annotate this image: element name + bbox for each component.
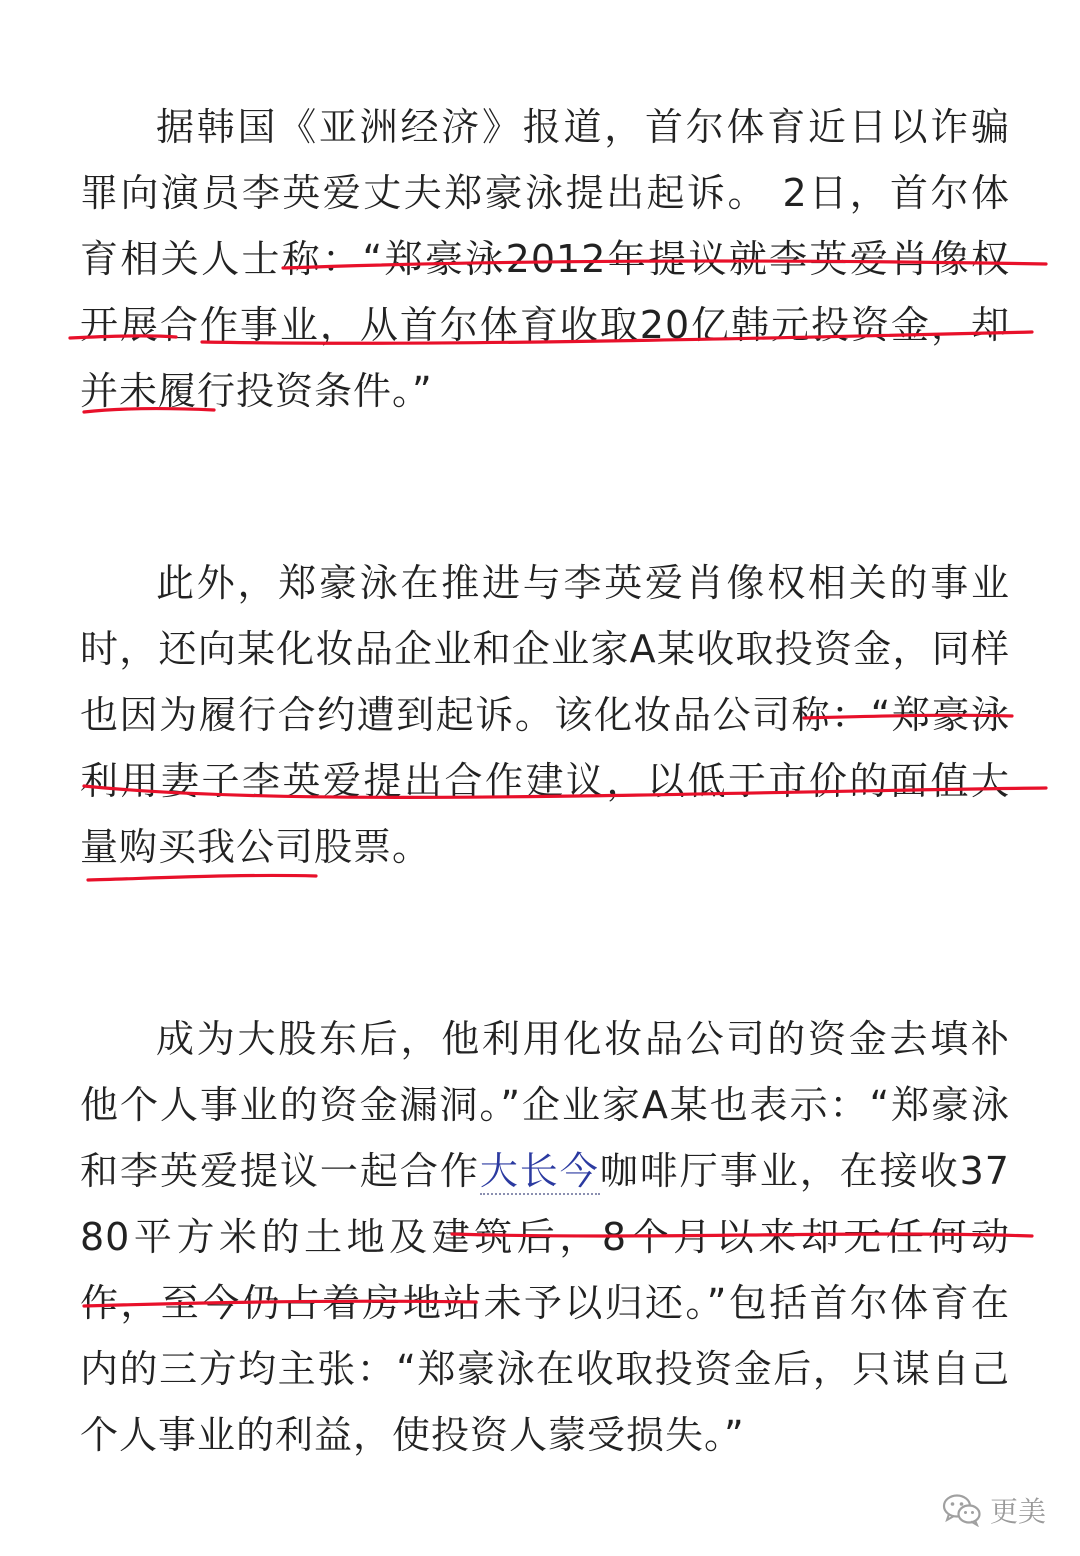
p1-closing-quote: ” xyxy=(412,369,433,413)
p2-highlight: 郑豪泳利用妻子李英爱提出合作建议，以低于市价的面值大量购买我公司股票。 xyxy=(80,693,1010,869)
p2-text: 此外，郑豪泳在推进与李英爱肖像权相关的事业时，还向某化妆品企业和企业家A某收取投资金，同样也因为履行合约遭到起诉。该化妆品公司称：“ xyxy=(80,561,1010,737)
paragraph-1 xyxy=(80,94,1010,424)
paragraph-2 xyxy=(80,550,1010,880)
paragraph-3 xyxy=(80,1006,1010,1468)
p3-text: 成为大股东后，他利用化妆品公司的资金去填补他个人事业的资金漏洞。”企业家A某也表示：“郑豪泳和李英爱提议一起合作 xyxy=(80,1017,1010,1193)
p1-text: 据韩国《亚洲经济》报道，首尔体育近日以诈骗罪向演员李英爱丈夫郑豪泳提出起诉。 2日，首尔体育相关人士称：“ xyxy=(80,105,1010,281)
wechat-icon xyxy=(942,1493,982,1527)
dachangjin-link[interactable]: 大长今 xyxy=(479,1149,600,1193)
p3-highlight: 8个月以来却无任何动作，至今仍占着房地站未予以归还。 xyxy=(80,1215,1010,1325)
p1-highlight: 郑豪泳2012年提议就李英爱肖像权开展合作事业，从首尔体育收取20亿韩元投资金，却并未履行投资条件。 xyxy=(80,237,1010,413)
source-watermark xyxy=(942,1490,1046,1530)
p3-text-2: 咖啡厅事业，在接收3780平方米的土地及建筑后， xyxy=(80,1149,1010,1259)
p3-text-3: ”包括首尔体育在内的三方均主张：“郑豪泳在收取投资金后，只谋自己个人事业的利益，使投资人蒙受损失。” xyxy=(80,1281,1010,1457)
article-body xyxy=(80,94,1010,1468)
watermark-text: 更美 xyxy=(989,1495,1046,1528)
